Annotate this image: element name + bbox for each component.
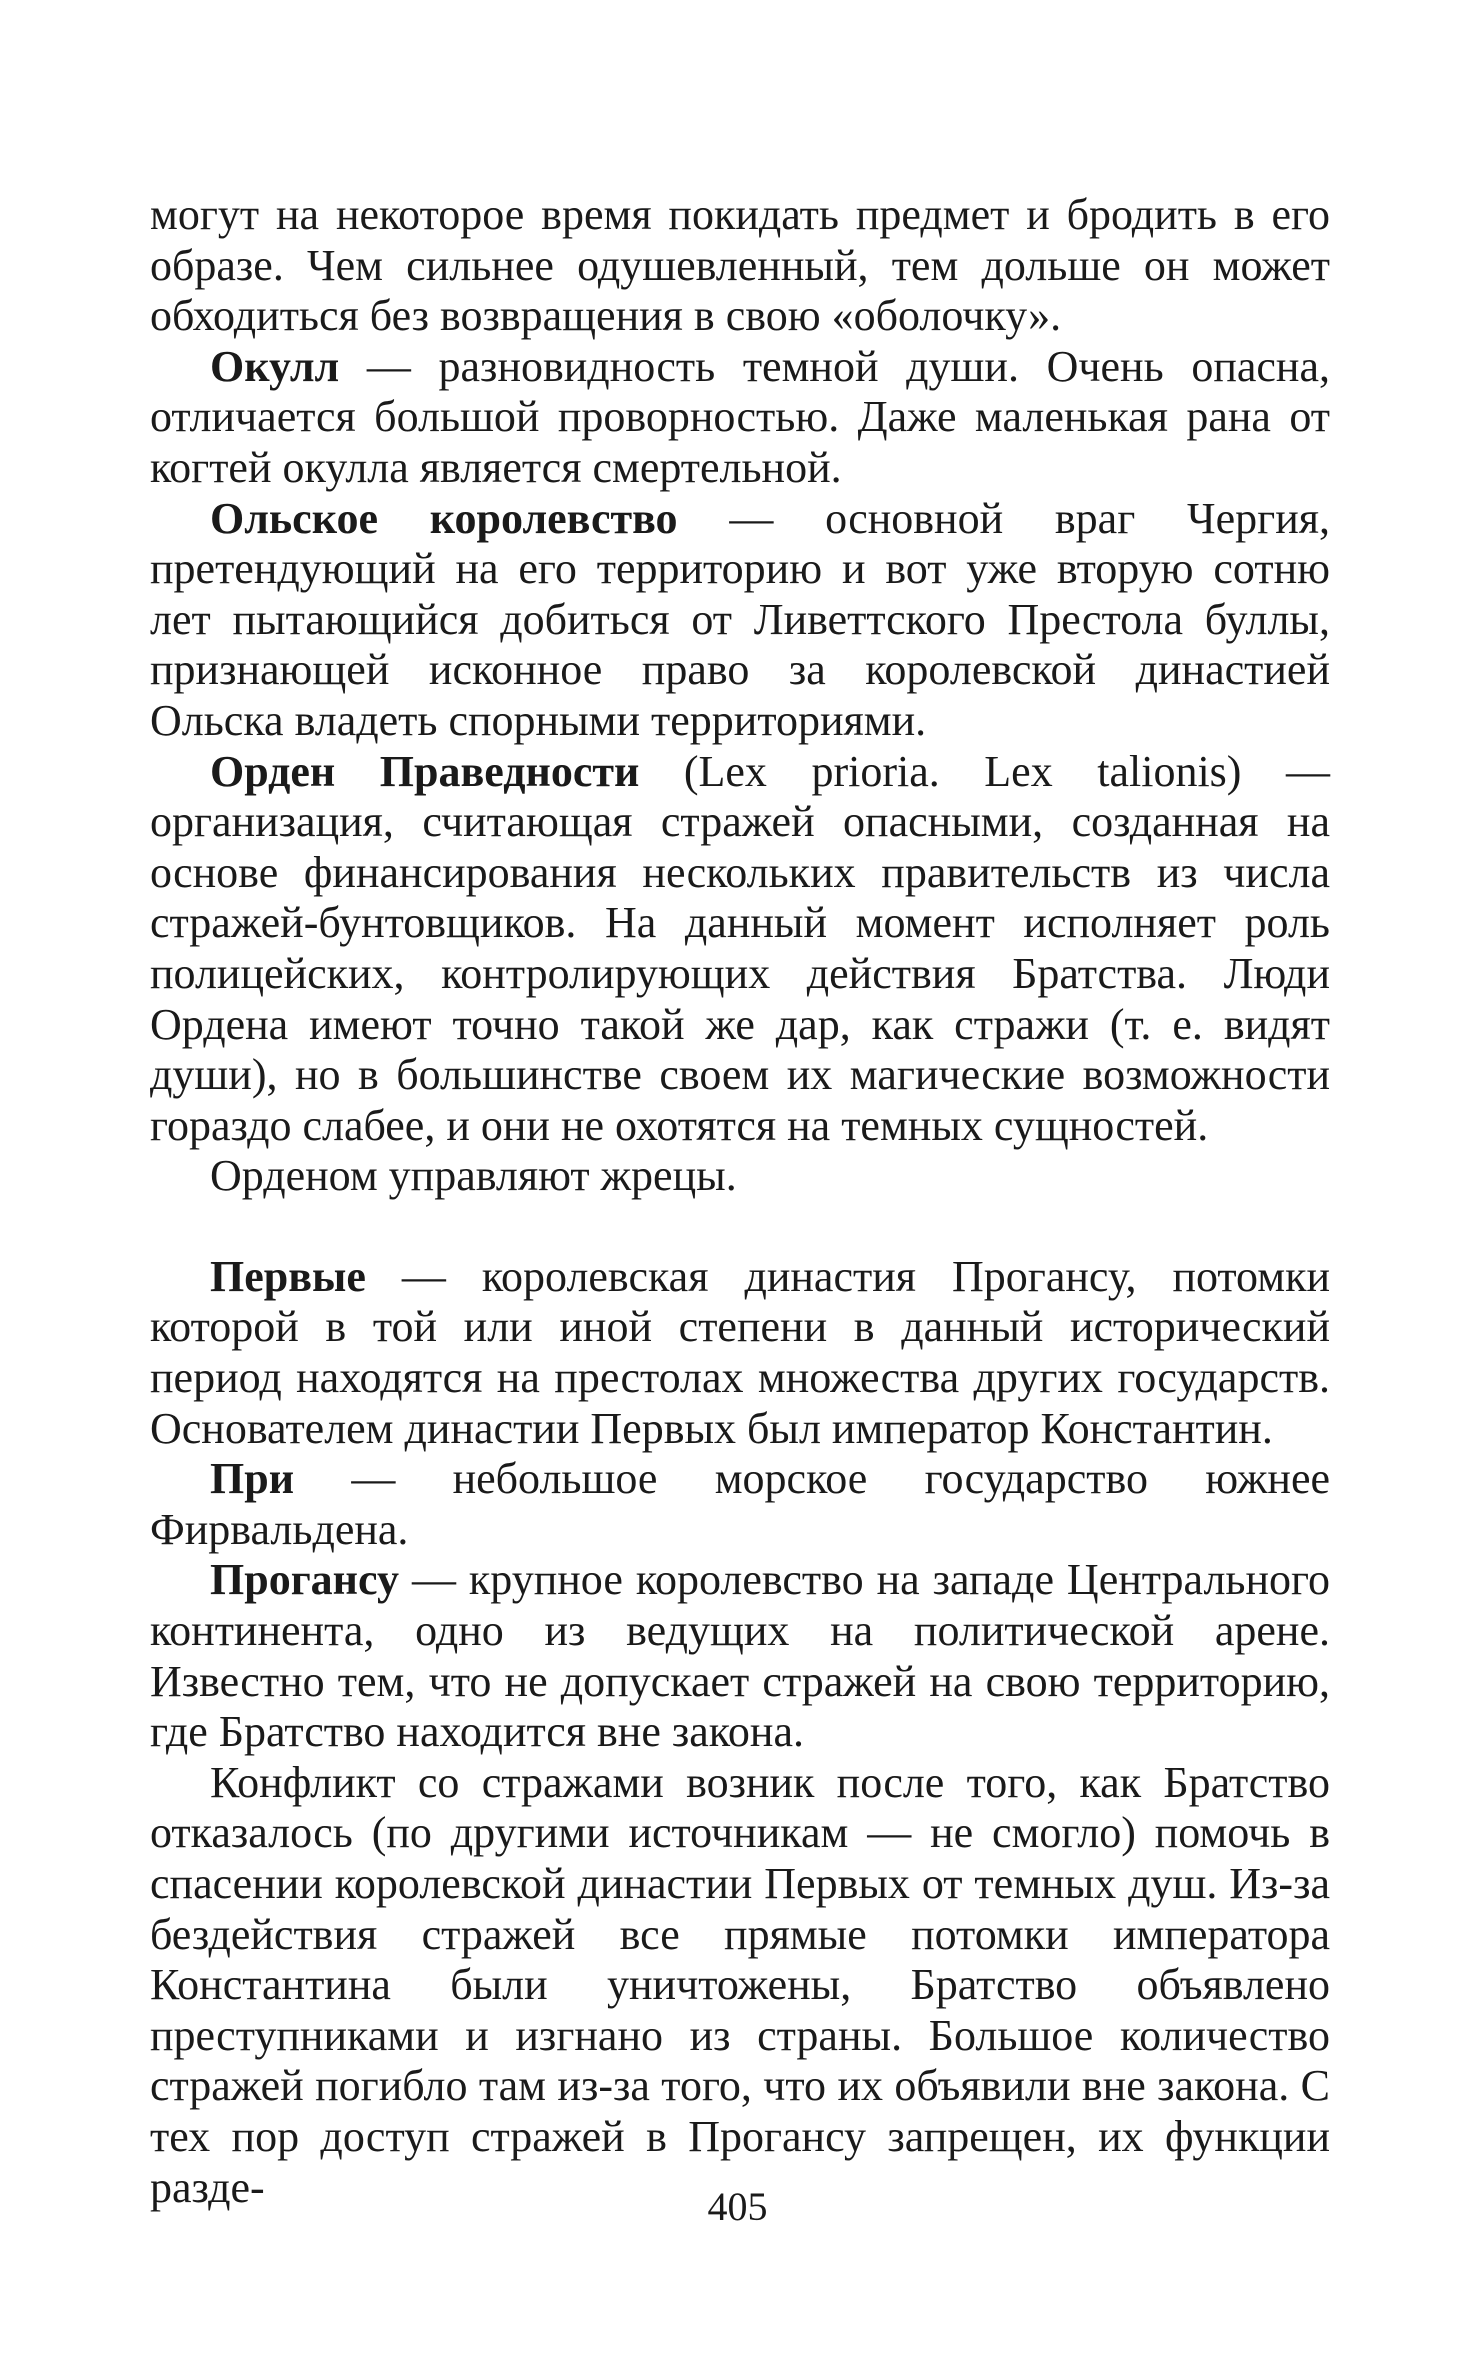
- paragraph-order: [150, 747, 1330, 1152]
- paragraph-olsk-kingdom: [150, 494, 1330, 747]
- term-pri: При: [210, 1454, 295, 1504]
- paragraph-text: могут на некоторое время покидать предмет и бродить в его образе. Чем сильнее одушевленный, тем дольше он может обходиться без возвращения в свою «оболочку».: [150, 190, 1330, 341]
- paragraph-pri: [150, 1454, 1330, 1555]
- paragraph-pervye: [150, 1252, 1330, 1454]
- term-okull: Окулл: [210, 341, 340, 391]
- paragraph-text: — королевская династия Прогансу, потомки которой в той или иной степени в данный исторический период находятся на престолах множества других государств. Основателем династии Первых был император Константин.: [150, 1251, 1330, 1453]
- paragraph-conflict: [150, 1758, 1330, 2213]
- page-body: [150, 190, 1330, 2213]
- paragraph-text: — основной враг Чергия, претендующий на его территорию и вот уже вторую сотню лет пытающийся добиться от Ливеттского Престола буллы, признающей исконное право за королевской династией Ольска владеть спорными территориями.: [150, 493, 1330, 745]
- paragraph-text: Конфликт со стражами возник после того, как Братство отказалось (по другими источникам — не смогло) помочь в спасении королевской династии Первых от темных душ. Из-за бездействия стражей все прямые потомки императора Константина были уничтожены, Братство объявлено преступниками и изгнано из страны. Большое количество стражей погибло там из-за того, что их объявили вне закона. С тех пор доступ стражей в Прогансу запрещен, их функции разде-: [150, 1757, 1330, 2212]
- term-olsk-kingdom: Ольское королевство: [210, 493, 678, 543]
- paragraph-order-priests: [150, 1151, 1330, 1202]
- term-progansu: Прогансу: [210, 1555, 399, 1605]
- paragraph-text: — небольшое морское государство южнее Фирвальдена.: [150, 1454, 1330, 1554]
- paragraph-okull: [150, 342, 1330, 494]
- paragraph-1: [150, 190, 1330, 342]
- paragraph-progansu: [150, 1555, 1330, 1757]
- paragraph-text: (Lex prioria. Lex talionis) — организация, считающая стражей опасными, созданная на основе финансирования нескольких правительств из числа стражей-бунтовщиков. На данный момент исполняет роль полицейских, контролирующих действия Братства. Люди Ордена имеют точно такой же дар, как стражи (т. е. видят души), но в большинстве своем их магические возможности гораздо слабее, и они не охотятся на темных сущностей.: [150, 746, 1330, 1150]
- term-pervye: Первые: [210, 1251, 366, 1301]
- term-order: Орден Праведности: [210, 746, 640, 796]
- paragraph-text: — крупное королевство на западе Центрального континента, одно из ведущих на политической арене. Известно тем, что не допускает стражей на свою территорию, где Братство находится вне закона.: [150, 1555, 1330, 1757]
- page-number: 405: [707, 2184, 768, 2229]
- paragraph-text: Орденом управляют жрецы.: [210, 1151, 737, 1201]
- paragraph-text: — разновидность темной души. Очень опасна, отличается большой проворностью. Даже маленькая рана от когтей окулла является смертельной.: [150, 341, 1330, 492]
